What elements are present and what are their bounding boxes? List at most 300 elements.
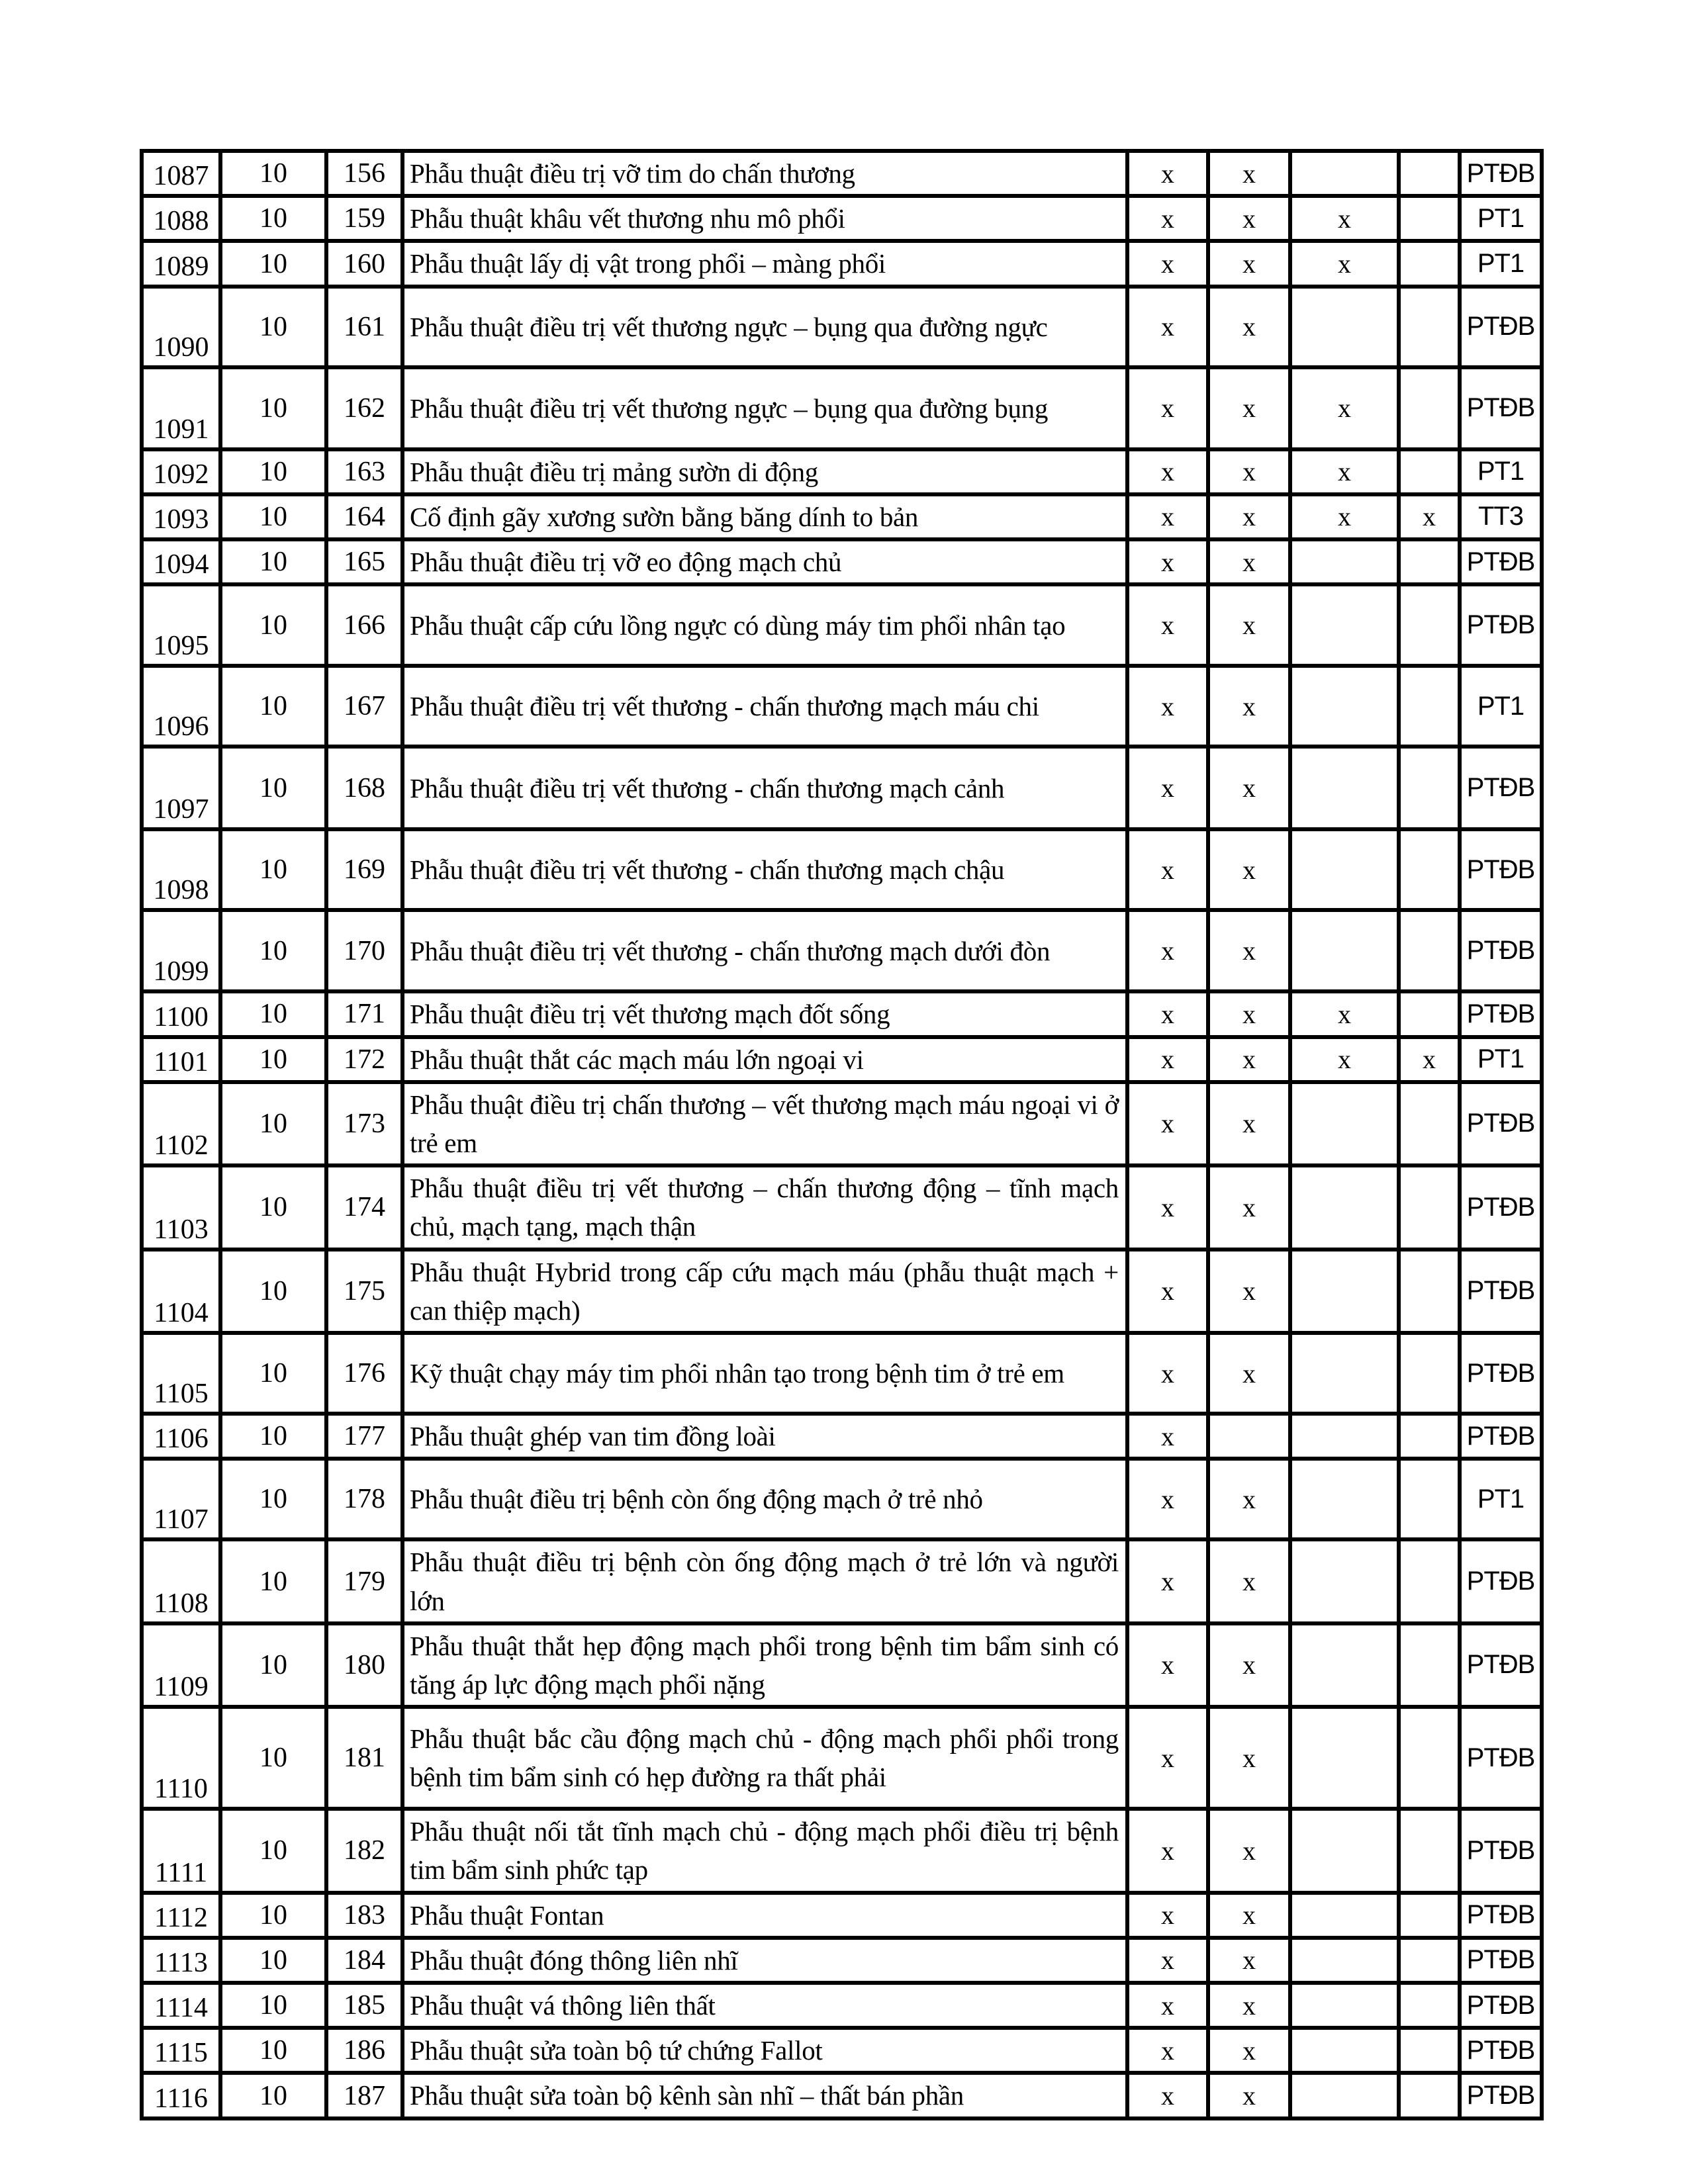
table-row (142, 991, 1542, 1036)
mark-cell-2: x (1208, 1983, 1290, 2028)
row-group-cell: 10 (220, 1414, 326, 1459)
mark-cell-2: x (1208, 241, 1290, 286)
mark-cell-3 (1290, 1707, 1399, 1809)
table-row (142, 196, 1542, 241)
row-code-cell: 1092 (142, 449, 220, 494)
row-code-cell: 1090 (142, 287, 220, 367)
row-seq-cell: 166 (326, 584, 402, 666)
classification-cell: PTĐB (1460, 1938, 1542, 1983)
mark-cell-1: x (1127, 1333, 1208, 1414)
row-group-cell: 10 (220, 584, 326, 666)
mark-cell-3 (1290, 2028, 1399, 2073)
mark-cell-3 (1290, 1165, 1399, 1249)
mark-cell-4 (1399, 1809, 1460, 1892)
table-row (142, 1983, 1542, 2028)
row-group-cell: 10 (220, 1623, 326, 1707)
mark-cell-2: x (1208, 584, 1290, 666)
mark-cell-1: x (1127, 1983, 1208, 2028)
row-group-cell: 10 (220, 1809, 326, 1892)
classification-cell: PTĐB (1460, 1893, 1542, 1938)
mark-cell-1: x (1127, 1938, 1208, 1983)
mark-cell-2: x (1208, 1165, 1290, 1249)
table-row (142, 747, 1542, 829)
mark-cell-3 (1290, 151, 1399, 196)
row-group-cell: 10 (220, 991, 326, 1036)
mark-cell-1: x (1127, 1539, 1208, 1623)
mark-cell-3 (1290, 1539, 1399, 1623)
row-code-cell: 1097 (142, 747, 220, 829)
row-seq-cell: 160 (326, 241, 402, 286)
mark-cell-3 (1290, 1809, 1399, 1892)
row-code-cell: 1095 (142, 584, 220, 666)
procedure-name-cell: Phẫu thuật khâu vết thương nhu mô phổi (402, 196, 1127, 241)
classification-cell: TT3 (1460, 494, 1542, 539)
mark-cell-4 (1399, 1250, 1460, 1333)
classification-cell: PTĐB (1460, 1809, 1542, 1892)
row-code-cell: 1098 (142, 829, 220, 910)
row-seq-cell: 161 (326, 287, 402, 367)
classification-cell: PTĐB (1460, 1623, 1542, 1707)
table-row (142, 1707, 1542, 1809)
row-code-cell: 1108 (142, 1539, 220, 1623)
procedure-name-cell: Kỹ thuật chạy máy tim phổi nhân tạo trong bệnh tim ở trẻ em (402, 1333, 1127, 1414)
procedure-name-cell: Phẫu thuật điều trị vết thương - chấn thương mạch dưới đòn (402, 910, 1127, 991)
mark-cell-3 (1290, 1893, 1399, 1938)
table-row (142, 1938, 1542, 1983)
row-seq-cell: 174 (326, 1165, 402, 1249)
table-row (142, 2073, 1542, 2118)
mark-cell-3: x (1290, 494, 1399, 539)
row-group-cell: 10 (220, 494, 326, 539)
mark-cell-1: x (1127, 241, 1208, 286)
table-row (142, 1623, 1542, 1707)
mark-cell-4 (1399, 1333, 1460, 1414)
classification-cell: PTĐB (1460, 1165, 1542, 1249)
row-code-cell: 1087 (142, 151, 220, 196)
row-seq-cell: 186 (326, 2028, 402, 2073)
mark-cell-3 (1290, 1333, 1399, 1414)
row-code-cell: 1105 (142, 1333, 220, 1414)
table-row (142, 1459, 1542, 1539)
classification-cell: PTĐB (1460, 991, 1542, 1036)
row-seq-cell: 169 (326, 829, 402, 910)
row-group-cell: 10 (220, 367, 326, 449)
mark-cell-4 (1399, 1623, 1460, 1707)
row-code-cell: 1096 (142, 666, 220, 747)
mark-cell-1: x (1127, 539, 1208, 584)
classification-cell: PTĐB (1460, 367, 1542, 449)
row-seq-cell: 167 (326, 666, 402, 747)
classification-cell: PT1 (1460, 449, 1542, 494)
mark-cell-2: x (1208, 910, 1290, 991)
mark-cell-3 (1290, 287, 1399, 367)
mark-cell-2: x (1208, 367, 1290, 449)
mark-cell-4 (1399, 1082, 1460, 1165)
row-seq-cell: 156 (326, 151, 402, 196)
row-seq-cell: 168 (326, 747, 402, 829)
mark-cell-1: x (1127, 1037, 1208, 1082)
mark-cell-4 (1399, 1707, 1460, 1809)
row-group-cell: 10 (220, 196, 326, 241)
mark-cell-2: x (1208, 747, 1290, 829)
row-seq-cell: 159 (326, 196, 402, 241)
row-code-cell: 1106 (142, 1414, 220, 1459)
row-group-cell: 10 (220, 1250, 326, 1333)
mark-cell-3 (1290, 1938, 1399, 1983)
classification-cell: PTĐB (1460, 1414, 1542, 1459)
mark-cell-4: x (1399, 494, 1460, 539)
row-code-cell: 1089 (142, 241, 220, 286)
row-group-cell: 10 (220, 539, 326, 584)
classification-cell: PTĐB (1460, 1983, 1542, 2028)
procedure-name-cell: Phẫu thuật điều trị vết thương - chấn thương mạch máu chi (402, 666, 1127, 747)
table-row (142, 910, 1542, 991)
procedure-name-cell: Phẫu thuật điều trị vết thương - chấn thương mạch cảnh (402, 747, 1127, 829)
row-seq-cell: 183 (326, 1893, 402, 1938)
row-seq-cell: 164 (326, 494, 402, 539)
row-code-cell: 1104 (142, 1250, 220, 1333)
row-seq-cell: 180 (326, 1623, 402, 1707)
mark-cell-2: x (1208, 1539, 1290, 1623)
procedures-table (140, 149, 1544, 2120)
procedures-table-container (140, 149, 1544, 2120)
mark-cell-3 (1290, 539, 1399, 584)
classification-cell: PTĐB (1460, 539, 1542, 584)
mark-cell-3: x (1290, 196, 1399, 241)
mark-cell-4 (1399, 1414, 1460, 1459)
mark-cell-4: x (1399, 1037, 1460, 1082)
procedure-name-cell: Phẫu thuật điều trị vết thương ngực – bụng qua đường ngực (402, 287, 1127, 367)
mark-cell-2: x (1208, 1893, 1290, 1938)
mark-cell-4 (1399, 1165, 1460, 1249)
mark-cell-4 (1399, 2028, 1460, 2073)
mark-cell-2: x (1208, 1623, 1290, 1707)
procedure-name-cell: Cố định gãy xương sườn bằng băng dính to bản (402, 494, 1127, 539)
row-code-cell: 1110 (142, 1707, 220, 1809)
mark-cell-1: x (1127, 584, 1208, 666)
mark-cell-3: x (1290, 241, 1399, 286)
mark-cell-3 (1290, 1414, 1399, 1459)
table-row (142, 241, 1542, 286)
mark-cell-3 (1290, 1250, 1399, 1333)
row-group-cell: 10 (220, 241, 326, 286)
mark-cell-4 (1399, 584, 1460, 666)
mark-cell-2: x (1208, 1459, 1290, 1539)
mark-cell-4 (1399, 1893, 1460, 1938)
row-seq-cell: 171 (326, 991, 402, 1036)
table-row (142, 829, 1542, 910)
procedure-name-cell: Phẫu thuật điều trị chấn thương – vết thương mạch máu ngoại vi ở trẻ em (402, 1082, 1127, 1165)
row-group-cell: 10 (220, 829, 326, 910)
mark-cell-4 (1399, 747, 1460, 829)
row-code-cell: 1113 (142, 1938, 220, 1983)
mark-cell-4 (1399, 910, 1460, 991)
mark-cell-1: x (1127, 1459, 1208, 1539)
row-group-cell: 10 (220, 1893, 326, 1938)
mark-cell-3: x (1290, 991, 1399, 1036)
mark-cell-1: x (1127, 1250, 1208, 1333)
row-seq-cell: 176 (326, 1333, 402, 1414)
mark-cell-2: x (1208, 1938, 1290, 1983)
classification-cell: PTĐB (1460, 584, 1542, 666)
row-code-cell: 1114 (142, 1983, 220, 2028)
mark-cell-2: x (1208, 494, 1290, 539)
row-code-cell: 1091 (142, 367, 220, 449)
mark-cell-2: x (1208, 2028, 1290, 2073)
table-row (142, 2028, 1542, 2073)
mark-cell-3 (1290, 910, 1399, 991)
row-group-cell: 10 (220, 2073, 326, 2118)
mark-cell-2: x (1208, 151, 1290, 196)
mark-cell-1: x (1127, 991, 1208, 1036)
row-group-cell: 10 (220, 1082, 326, 1165)
mark-cell-1: x (1127, 449, 1208, 494)
row-seq-cell: 163 (326, 449, 402, 494)
mark-cell-2: x (1208, 1037, 1290, 1082)
row-seq-cell: 173 (326, 1082, 402, 1165)
mark-cell-4 (1399, 287, 1460, 367)
mark-cell-1: x (1127, 1809, 1208, 1892)
mark-cell-3 (1290, 584, 1399, 666)
table-row (142, 1809, 1542, 1892)
classification-cell: PT1 (1460, 1037, 1542, 1082)
row-seq-cell: 172 (326, 1037, 402, 1082)
table-row (142, 1893, 1542, 1938)
classification-cell: PT1 (1460, 196, 1542, 241)
mark-cell-4 (1399, 829, 1460, 910)
procedure-name-cell: Phẫu thuật vá thông liên thất (402, 1983, 1127, 2028)
row-group-cell: 10 (220, 910, 326, 991)
row-group-cell: 10 (220, 151, 326, 196)
mark-cell-4 (1399, 2073, 1460, 2118)
mark-cell-4 (1399, 367, 1460, 449)
procedure-name-cell: Phẫu thuật cấp cứu lồng ngực có dùng máy tim phổi nhân tạo (402, 584, 1127, 666)
table-row (142, 494, 1542, 539)
procedure-name-cell: Phẫu thuật điều trị vỡ eo động mạch chủ (402, 539, 1127, 584)
procedure-name-cell: Phẫu thuật sửa toàn bộ kênh sàn nhĩ – thất bán phần (402, 2073, 1127, 2118)
mark-cell-1: x (1127, 367, 1208, 449)
mark-cell-1: x (1127, 1165, 1208, 1249)
row-seq-cell: 181 (326, 1707, 402, 1809)
row-group-cell: 10 (220, 747, 326, 829)
mark-cell-1: x (1127, 747, 1208, 829)
mark-cell-4 (1399, 151, 1460, 196)
classification-cell: PTĐB (1460, 1539, 1542, 1623)
row-seq-cell: 187 (326, 2073, 402, 2118)
mark-cell-4 (1399, 539, 1460, 584)
classification-cell: PTĐB (1460, 829, 1542, 910)
mark-cell-3 (1290, 1623, 1399, 1707)
mark-cell-3 (1290, 1459, 1399, 1539)
classification-cell: PTĐB (1460, 1250, 1542, 1333)
table-row (142, 1037, 1542, 1082)
mark-cell-3 (1290, 1082, 1399, 1165)
classification-cell: PT1 (1460, 666, 1542, 747)
procedure-name-cell: Phẫu thuật ghép van tim đồng loài (402, 1414, 1127, 1459)
mark-cell-1: x (1127, 1707, 1208, 1809)
procedure-name-cell: Phẫu thuật điều trị bệnh còn ống động mạch ở trẻ lớn và người lớn (402, 1539, 1127, 1623)
row-group-cell: 10 (220, 1459, 326, 1539)
mark-cell-3: x (1290, 367, 1399, 449)
mark-cell-1: x (1127, 910, 1208, 991)
classification-cell: PTĐB (1460, 151, 1542, 196)
mark-cell-1: x (1127, 2073, 1208, 2118)
mark-cell-4 (1399, 1539, 1460, 1623)
table-row (142, 1165, 1542, 1249)
table-row (142, 367, 1542, 449)
row-seq-cell: 184 (326, 1938, 402, 1983)
mark-cell-2: x (1208, 2073, 1290, 2118)
mark-cell-2: x (1208, 196, 1290, 241)
row-group-cell: 10 (220, 1539, 326, 1623)
mark-cell-2: x (1208, 1250, 1290, 1333)
classification-cell: PTĐB (1460, 2028, 1542, 2073)
table-row (142, 1333, 1542, 1414)
classification-cell: PT1 (1460, 1459, 1542, 1539)
procedure-name-cell: Phẫu thuật điều trị vết thương - chấn thương mạch chậu (402, 829, 1127, 910)
row-code-cell: 1112 (142, 1893, 220, 1938)
mark-cell-1: x (1127, 1893, 1208, 1938)
mark-cell-1: x (1127, 1414, 1208, 1459)
mark-cell-2: x (1208, 449, 1290, 494)
classification-cell: PTĐB (1460, 1082, 1542, 1165)
procedure-name-cell: Phẫu thuật điều trị vết thương mạch đốt sống (402, 991, 1127, 1036)
mark-cell-2: x (1208, 1082, 1290, 1165)
table-row (142, 1250, 1542, 1333)
row-code-cell: 1093 (142, 494, 220, 539)
row-code-cell: 1103 (142, 1165, 220, 1249)
classification-cell: PTĐB (1460, 1707, 1542, 1809)
procedure-name-cell: Phẫu thuật điều trị mảng sườn di động (402, 449, 1127, 494)
row-code-cell: 1094 (142, 539, 220, 584)
row-code-cell: 1088 (142, 196, 220, 241)
mark-cell-4 (1399, 991, 1460, 1036)
classification-cell: PTĐB (1460, 287, 1542, 367)
row-group-cell: 10 (220, 666, 326, 747)
mark-cell-4 (1399, 1983, 1460, 2028)
procedure-name-cell: Phẫu thuật điều trị vết thương ngực – bụng qua đường bụng (402, 367, 1127, 449)
row-seq-cell: 162 (326, 367, 402, 449)
classification-cell: PTĐB (1460, 747, 1542, 829)
mark-cell-4 (1399, 1459, 1460, 1539)
mark-cell-4 (1399, 241, 1460, 286)
table-row (142, 1414, 1542, 1459)
procedure-name-cell: Phẫu thuật sửa toàn bộ tứ chứng Fallot (402, 2028, 1127, 2073)
procedure-name-cell: Phẫu thuật điều trị vết thương – chấn thương động – tĩnh mạch chủ, mạch tạng, mạch thận (402, 1165, 1127, 1249)
row-seq-cell: 182 (326, 1809, 402, 1892)
mark-cell-2: x (1208, 1809, 1290, 1892)
row-code-cell: 1102 (142, 1082, 220, 1165)
mark-cell-2 (1208, 1414, 1290, 1459)
mark-cell-2: x (1208, 1707, 1290, 1809)
mark-cell-2: x (1208, 539, 1290, 584)
table-row (142, 151, 1542, 196)
mark-cell-1: x (1127, 666, 1208, 747)
classification-cell: PT1 (1460, 241, 1542, 286)
procedure-name-cell: Phẫu thuật Hybrid trong cấp cứu mạch máu (phẫu thuật mạch + can thiệp mạch) (402, 1250, 1127, 1333)
row-group-cell: 10 (220, 1333, 326, 1414)
mark-cell-3 (1290, 2073, 1399, 2118)
table-row (142, 666, 1542, 747)
row-group-cell: 10 (220, 1707, 326, 1809)
procedure-name-cell: Phẫu thuật thắt các mạch máu lớn ngoại vi (402, 1037, 1127, 1082)
classification-cell: PTĐB (1460, 2073, 1542, 2118)
mark-cell-1: x (1127, 2028, 1208, 2073)
row-seq-cell: 179 (326, 1539, 402, 1623)
procedure-name-cell: Phẫu thuật điều trị bệnh còn ống động mạch ở trẻ nhỏ (402, 1459, 1127, 1539)
table-row (142, 1082, 1542, 1165)
row-seq-cell: 185 (326, 1983, 402, 2028)
mark-cell-3 (1290, 829, 1399, 910)
table-row (142, 449, 1542, 494)
row-code-cell: 1109 (142, 1623, 220, 1707)
mark-cell-1: x (1127, 1082, 1208, 1165)
mark-cell-4 (1399, 1938, 1460, 1983)
mark-cell-3: x (1290, 1037, 1399, 1082)
mark-cell-4 (1399, 666, 1460, 747)
mark-cell-1: x (1127, 287, 1208, 367)
mark-cell-1: x (1127, 151, 1208, 196)
row-code-cell: 1107 (142, 1459, 220, 1539)
table-row (142, 584, 1542, 666)
row-group-cell: 10 (220, 2028, 326, 2073)
table-row (142, 539, 1542, 584)
row-group-cell: 10 (220, 1983, 326, 2028)
procedure-name-cell: Phẫu thuật lấy dị vật trong phổi – màng phổi (402, 241, 1127, 286)
row-code-cell: 1099 (142, 910, 220, 991)
procedure-name-cell: Phẫu thuật Fontan (402, 1893, 1127, 1938)
procedure-name-cell: Phẫu thuật đóng thông liên nhĩ (402, 1938, 1127, 1983)
mark-cell-2: x (1208, 829, 1290, 910)
row-code-cell: 1116 (142, 2073, 220, 2118)
row-group-cell: 10 (220, 1165, 326, 1249)
row-seq-cell: 175 (326, 1250, 402, 1333)
row-group-cell: 10 (220, 1938, 326, 1983)
procedure-name-cell: Phẫu thuật thắt hẹp động mạch phổi trong bệnh tim bẩm sinh có tăng áp lực động mạch phổi nặng (402, 1623, 1127, 1707)
row-code-cell: 1101 (142, 1037, 220, 1082)
mark-cell-3 (1290, 1983, 1399, 2028)
mark-cell-4 (1399, 196, 1460, 241)
mark-cell-1: x (1127, 196, 1208, 241)
row-code-cell: 1111 (142, 1809, 220, 1892)
row-seq-cell: 165 (326, 539, 402, 584)
classification-cell: PTĐB (1460, 910, 1542, 991)
procedure-name-cell: Phẫu thuật điều trị vỡ tim do chấn thương (402, 151, 1127, 196)
row-group-cell: 10 (220, 449, 326, 494)
mark-cell-3 (1290, 747, 1399, 829)
row-seq-cell: 170 (326, 910, 402, 991)
classification-cell: PTĐB (1460, 1333, 1542, 1414)
row-group-cell: 10 (220, 1037, 326, 1082)
mark-cell-4 (1399, 449, 1460, 494)
row-code-cell: 1115 (142, 2028, 220, 2073)
table-row (142, 287, 1542, 367)
mark-cell-3: x (1290, 449, 1399, 494)
procedure-name-cell: Phẫu thuật nối tắt tĩnh mạch chủ - động mạch phổi điều trị bệnh tim bẩm sinh phức tạp (402, 1809, 1127, 1892)
row-seq-cell: 177 (326, 1414, 402, 1459)
procedure-name-cell: Phẫu thuật bắc cầu động mạch chủ - động mạch phổi phổi trong bệnh tim bẩm sinh có hẹp đường ra thất phải (402, 1707, 1127, 1809)
mark-cell-2: x (1208, 1333, 1290, 1414)
row-seq-cell: 178 (326, 1459, 402, 1539)
mark-cell-2: x (1208, 991, 1290, 1036)
mark-cell-1: x (1127, 829, 1208, 910)
mark-cell-1: x (1127, 494, 1208, 539)
mark-cell-3 (1290, 666, 1399, 747)
mark-cell-1: x (1127, 1623, 1208, 1707)
mark-cell-2: x (1208, 666, 1290, 747)
table-row (142, 1539, 1542, 1623)
row-code-cell: 1100 (142, 991, 220, 1036)
